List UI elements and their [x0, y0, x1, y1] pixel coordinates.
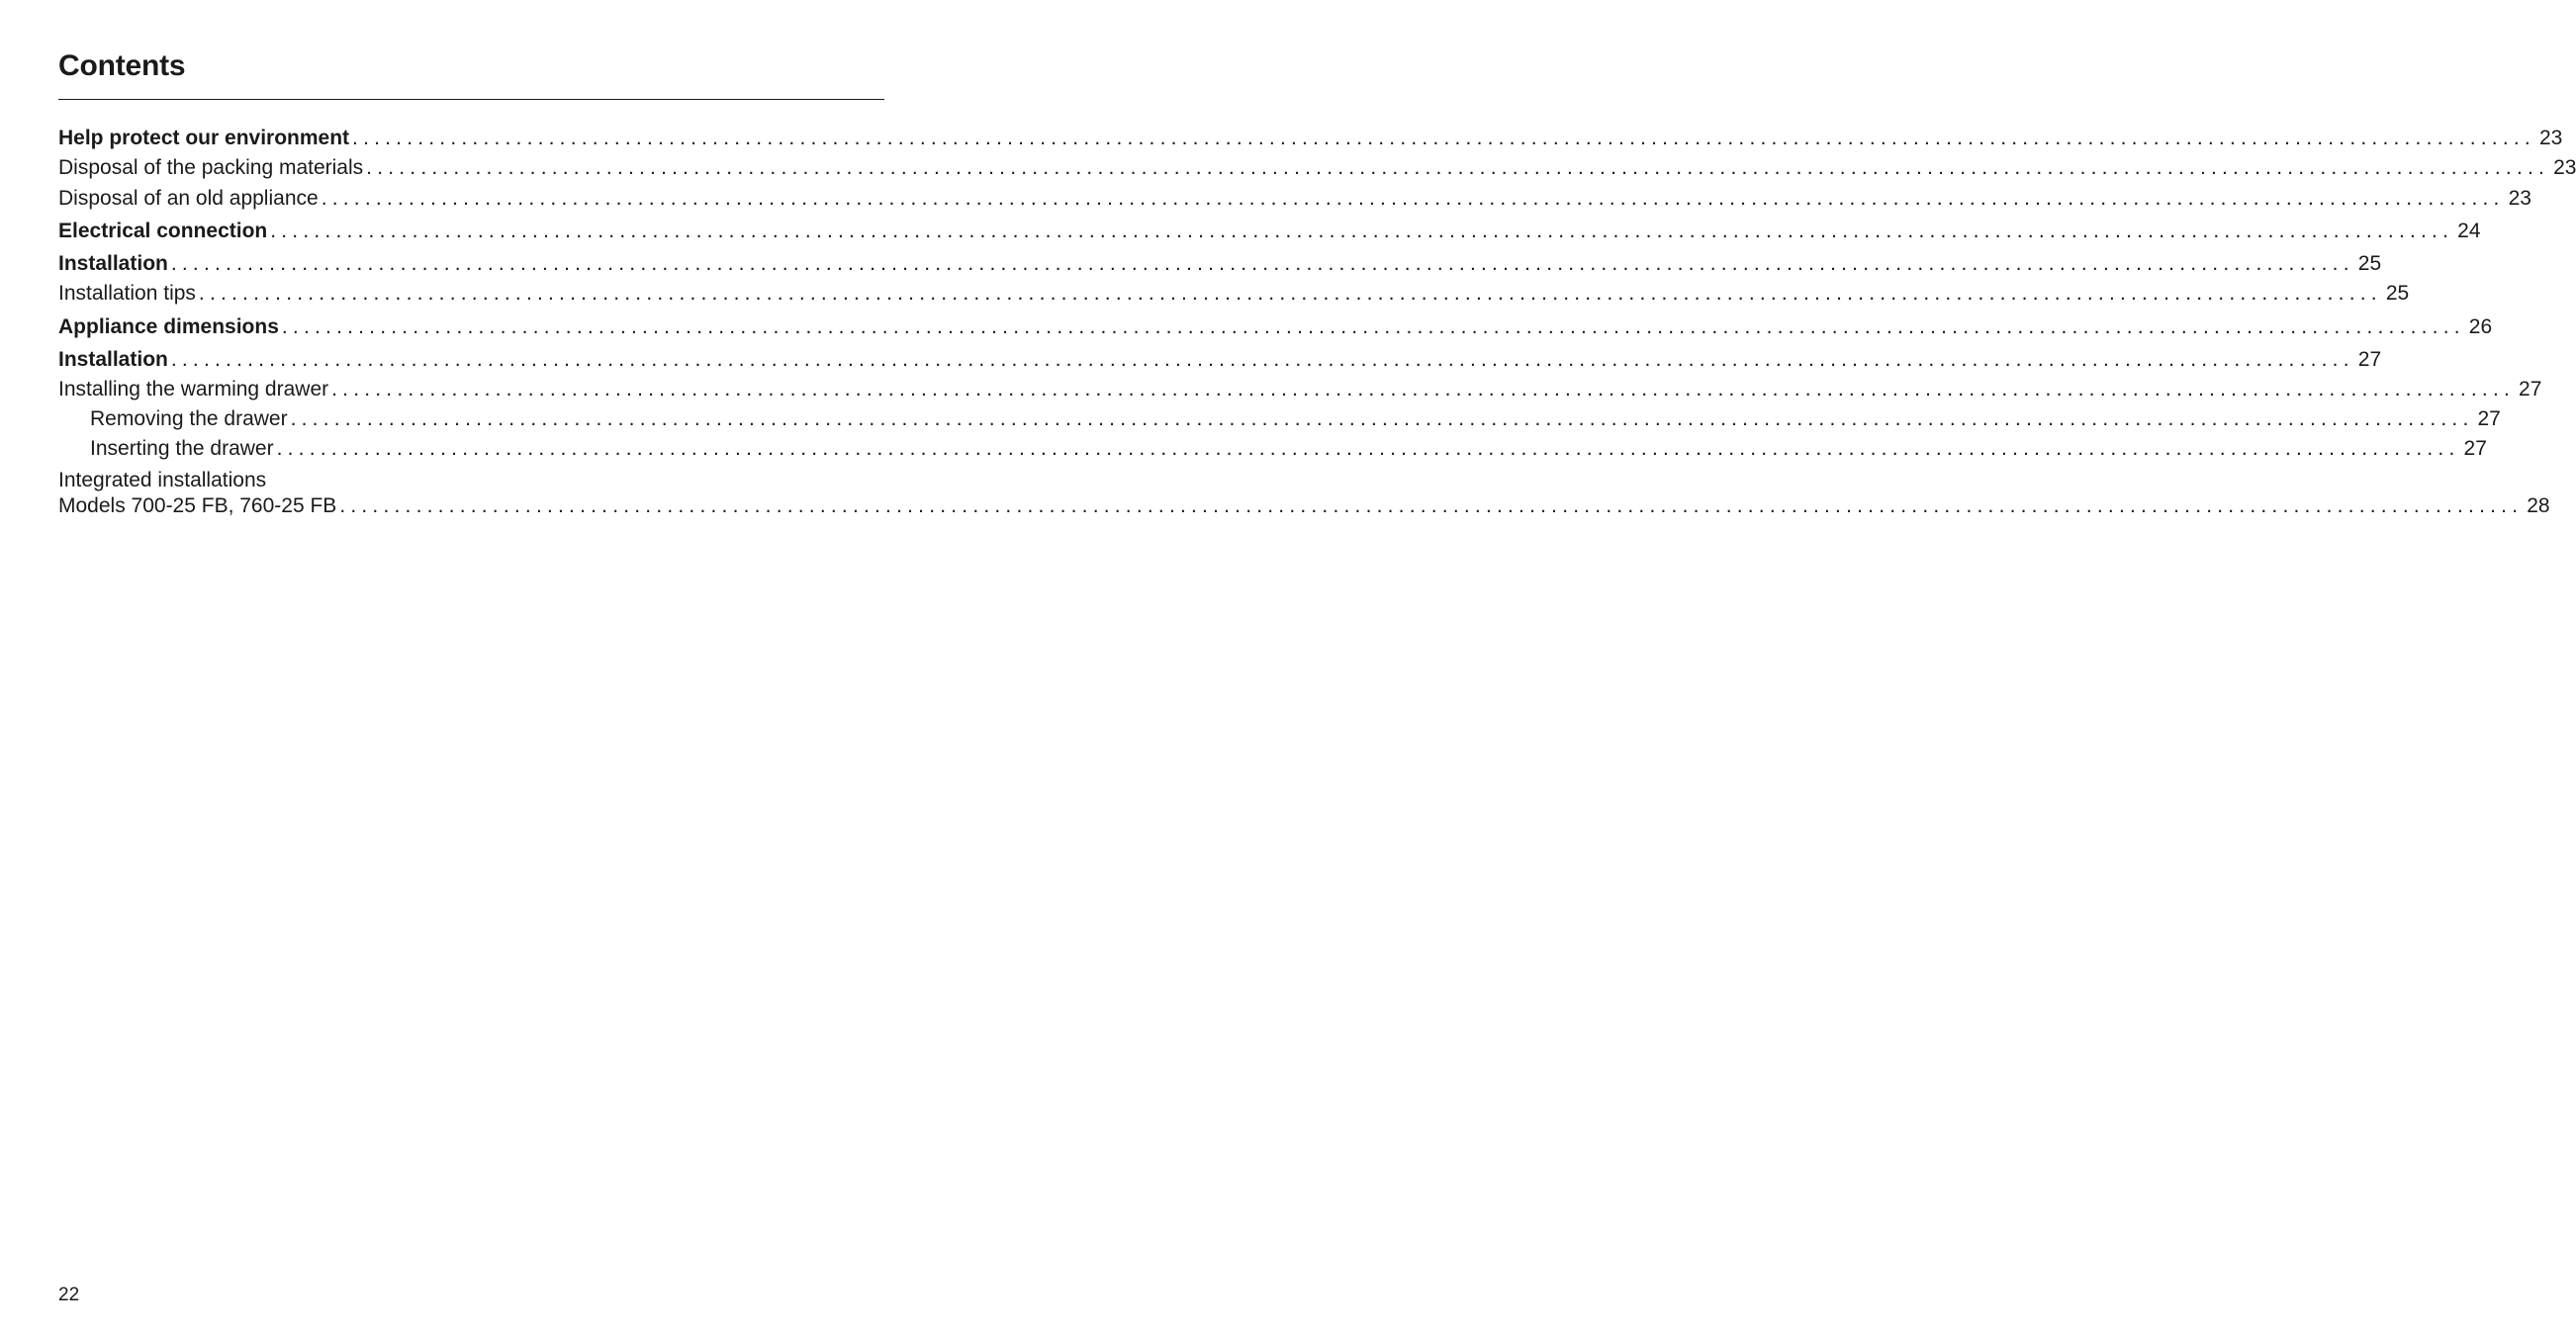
toc-entry-label: Disposal of the packing materials — [58, 156, 364, 179]
page-title: Contents — [58, 49, 186, 82]
dot-leader: ........................................................................................................................................................................................................ — [170, 252, 2354, 275]
toc-entry-label: Models 700-25 FB, 760-25 FB — [58, 494, 337, 517]
toc-entry-disposal-old-appliance[interactable] — [58, 185, 2531, 213]
toc-entry-appliance-dimensions[interactable] — [58, 313, 2493, 341]
toc-entry-installation[interactable] — [58, 250, 2382, 278]
dot-leader: ........................................................................................................................................................................................................ — [198, 282, 2382, 305]
toc-entry-label: Help protect our environment — [58, 127, 350, 149]
toc-entry-label: Appliance dimensions — [58, 315, 279, 338]
toc-entry-page: 23 — [2508, 187, 2531, 210]
toc-entry-installing-warming-drawer[interactable] — [58, 376, 2542, 403]
dot-leader: ........................................................................................................................................................................................................ — [366, 156, 2550, 179]
dot-leader: ........................................................................................................................................................................................................ — [281, 315, 2465, 338]
toc-entry-page: 25 — [2357, 252, 2382, 275]
dot-leader: ........................................................................................................................................................................................................ — [170, 348, 2354, 371]
toc-entry-integrated-installations-models[interactable] — [58, 492, 2550, 520]
toc-entry-integrated-installations-label[interactable]: Integrated installations — [58, 469, 267, 491]
toc-entry-label: Removing the drawer — [90, 407, 288, 430]
toc-entry-inserting-drawer[interactable] — [90, 435, 2487, 463]
toc-entry-page: 27 — [2463, 437, 2487, 460]
dot-leader: ........................................................................................................................................................................................................ — [270, 220, 2454, 242]
toc-entry-label: Installation — [58, 252, 168, 275]
toc-entry-page: 28 — [2527, 494, 2550, 517]
toc-entry-help-protect-environment[interactable] — [58, 125, 2563, 152]
toc-entry-page: 23 — [2538, 127, 2563, 149]
toc-entry-label: Inserting the drawer — [90, 437, 274, 460]
toc-entry-label: Disposal of an old appliance — [58, 187, 319, 210]
toc-entry-disposal-packing[interactable] — [58, 154, 2576, 182]
dot-leader: ........................................................................................................................................................................................................ — [339, 494, 2524, 517]
title-divider — [58, 99, 884, 100]
toc-entry-page: 23 — [2553, 156, 2576, 179]
toc-entry-removing-drawer[interactable] — [90, 405, 2501, 433]
toc-entry-installation-2[interactable] — [58, 346, 2382, 374]
toc-entry-page: 25 — [2385, 282, 2410, 305]
toc-entry-installation-tips[interactable] — [58, 280, 2410, 308]
toc-entry-label: Electrical connection — [58, 220, 268, 242]
toc-entry-label: Installation — [58, 348, 168, 371]
dot-leader: ........................................................................................................................................................................................................ — [321, 187, 2505, 210]
toc-entry-page: 24 — [2457, 220, 2481, 242]
dot-leader: ........................................................................................................................................................................................................ — [331, 378, 2516, 400]
toc-entry-page: 26 — [2468, 315, 2493, 338]
toc-entry-label: Installing the warming drawer — [58, 378, 329, 400]
dot-leader: ........................................................................................................................................................................................................ — [276, 437, 2460, 460]
dot-leader: ........................................................................................................................................................................................................ — [290, 407, 2474, 430]
toc-entry-page: 27 — [2477, 407, 2501, 430]
toc-entry-electrical-connection[interactable] — [58, 218, 2481, 245]
page-number: 22 — [58, 1285, 80, 1305]
toc-entry-page: 27 — [2519, 378, 2542, 400]
toc-entry-label: Installation tips — [58, 282, 196, 305]
toc-entry-page: 27 — [2357, 348, 2382, 371]
dot-leader: ........................................................................................................................................................................................................ — [352, 127, 2535, 149]
